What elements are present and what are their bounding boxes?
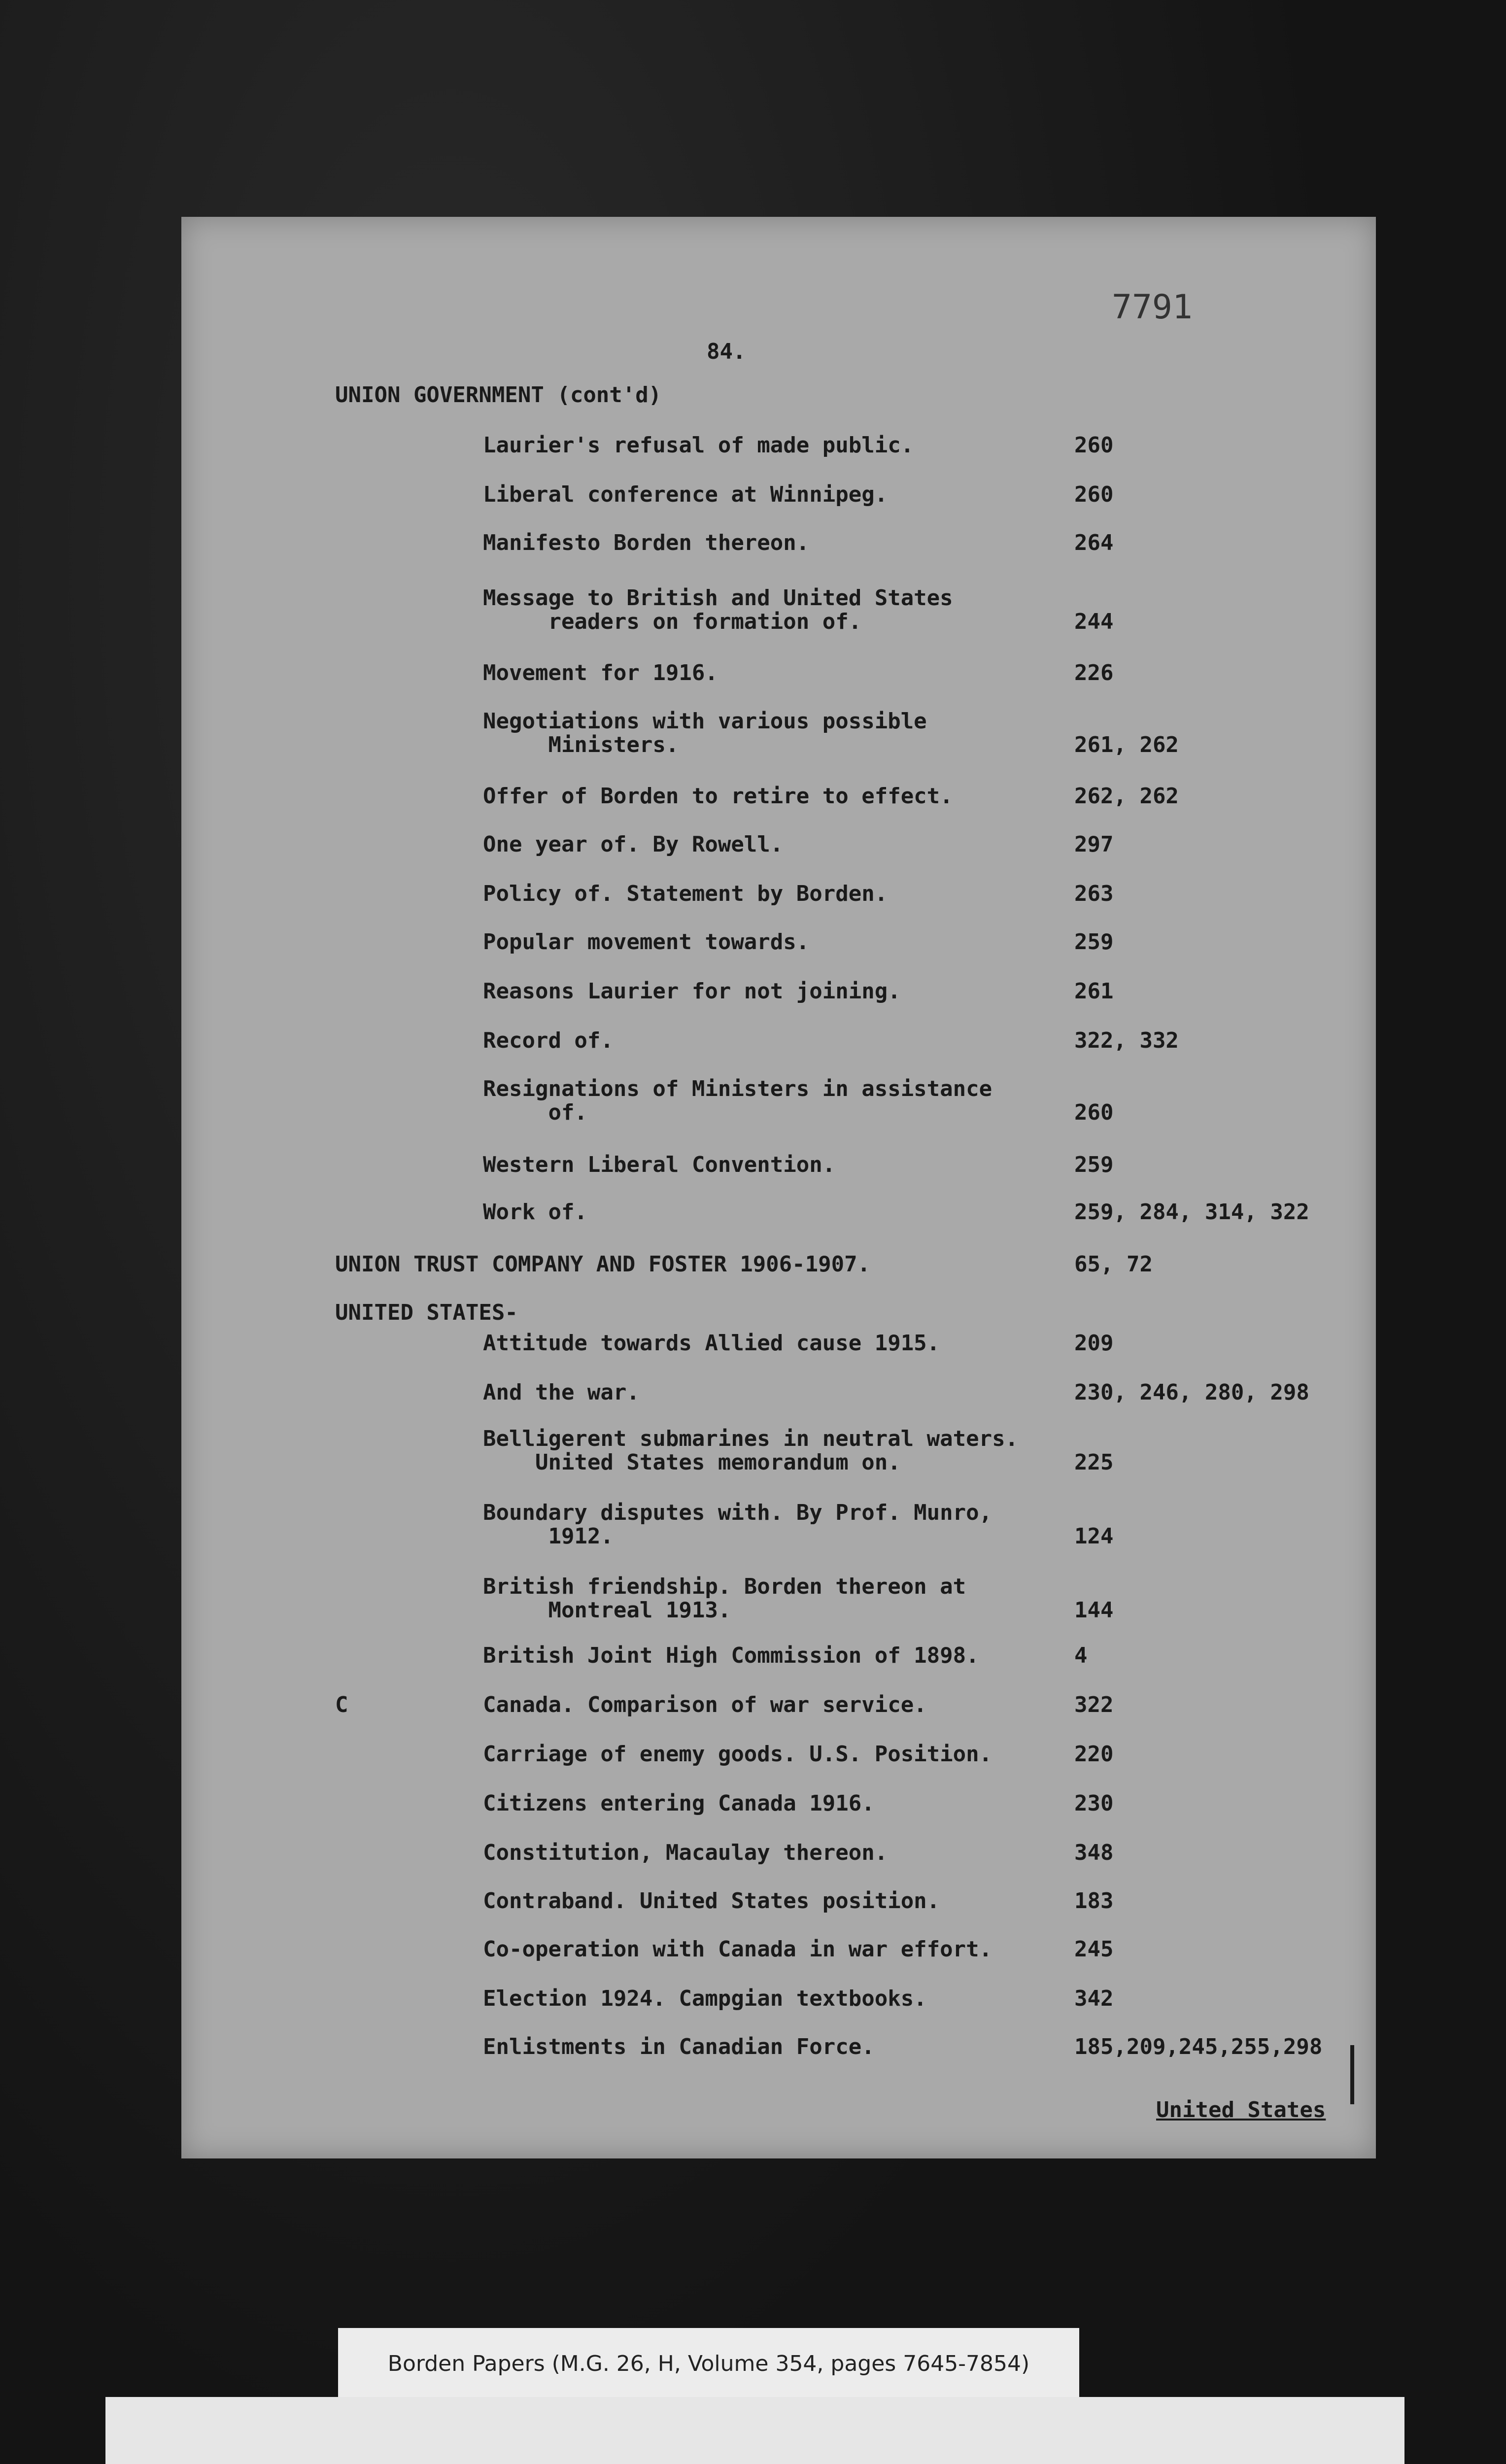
union-entry-pages: 259 <box>1074 1152 1114 1177</box>
heading-union-trust: UNION TRUST COMPANY AND FOSTER 1906-1907. <box>335 1252 871 1277</box>
us-entry-text: Contraband. United States position. <box>483 1888 940 1914</box>
union-entry-pages: 260 <box>1074 482 1114 507</box>
union-entry-pages: 297 <box>1074 832 1114 857</box>
union-entry-text: Reasons Laurier for not joining. <box>483 979 901 1004</box>
union-entry-text: Work of. <box>483 1199 587 1225</box>
us-entry-pages: 124 <box>1074 1524 1114 1549</box>
us-entry-pages: 225 <box>1074 1450 1114 1475</box>
us-entry-pages: 185,209,245,255,298 <box>1074 2034 1323 2059</box>
us-entry-text: Belligerent submarines in neutral waters. United States memorandum on. <box>483 1426 1019 1475</box>
us-entry-text: Attitude towards Allied cause 1915. <box>483 1331 940 1356</box>
union-entry-text: Record of. <box>483 1028 614 1053</box>
heading-united-states: UNITED STATES- <box>335 1300 518 1325</box>
us-entry-text: Carriage of enemy goods. U.S. Position. <box>483 1742 993 1767</box>
union-entry-pages: 264 <box>1074 530 1114 555</box>
union-entry-text: Resignations of Ministers in assistance of. <box>483 1076 993 1125</box>
union-entry-text: Message to British and United States readers on formation of. <box>483 585 953 634</box>
union-entry-pages: 260 <box>1074 1100 1114 1125</box>
us-entry-text: Boundary disputes with. By Prof. Munro, 1912. <box>483 1500 993 1549</box>
document-page <box>181 217 1376 2158</box>
union-entry-text: Movement for 1916. <box>483 660 718 685</box>
us-entry-text: And the war. <box>483 1380 640 1405</box>
us-entry-pages: 183 <box>1074 1888 1114 1914</box>
reel-caption: Borden Papers (M.G. 26, H, Volume 354, pages 7645-7854) <box>338 2328 1079 2400</box>
us-entry-text: British friendship. Borden thereon at Montreal 1913. <box>483 1574 966 1623</box>
union-trust-pages: 65, 72 <box>1074 1252 1153 1277</box>
union-entry-pages: 259, 284, 314, 322 <box>1074 1199 1309 1225</box>
catchword: United States <box>1156 2097 1326 2122</box>
us-entry-text: Constitution, Macaulay thereon. <box>483 1840 888 1865</box>
us-entry-pages: 230, 246, 280, 298 <box>1074 1380 1309 1405</box>
page-number: 84. <box>707 339 746 364</box>
union-entry-text: Laurier's refusal of made public. <box>483 433 914 458</box>
union-entry-text: Liberal conference at Winnipeg. <box>483 482 888 507</box>
union-entry-pages: 263 <box>1074 881 1114 906</box>
heading-union-government: UNION GOVERNMENT (cont'd) <box>335 382 662 408</box>
union-entry-text: Policy of. Statement by Borden. <box>483 881 888 906</box>
us-entry-text: Election 1924. Campgian textbooks. <box>483 1986 927 2011</box>
us-entry-text: Canada. Comparison of war service. <box>483 1692 927 1717</box>
union-entry-pages: 260 <box>1074 433 1114 458</box>
union-entry-pages: 244 <box>1074 609 1114 634</box>
union-entry-text: Popular movement towards. <box>483 929 810 955</box>
union-entry-pages: 226 <box>1074 660 1114 685</box>
us-entry-text: Co-operation with Canada in war effort. <box>483 1937 993 1962</box>
union-entry-text: Western Liberal Convention. <box>483 1152 836 1177</box>
us-entry-text: Enlistments in Canadian Force. <box>483 2034 875 2059</box>
union-entry-pages: 261 <box>1074 979 1114 1004</box>
us-entry-pages: 342 <box>1074 1986 1114 2011</box>
margin-letter: C <box>335 1692 348 1717</box>
us-entry-pages: 322 <box>1074 1692 1114 1717</box>
us-entry-pages: 230 <box>1074 1791 1114 1816</box>
us-entry-pages: 220 <box>1074 1742 1114 1767</box>
us-entry-pages: 245 <box>1074 1937 1114 1962</box>
us-entry-text: Citizens entering Canada 1916. <box>483 1791 875 1816</box>
us-entry-pages: 4 <box>1074 1643 1088 1668</box>
union-entry-text: Offer of Borden to retire to effect. <box>483 784 953 809</box>
archives-card <box>105 2397 1404 2464</box>
union-entry-pages: 259 <box>1074 929 1114 955</box>
union-entry-pages: 322, 332 <box>1074 1028 1179 1053</box>
union-entry-text: Manifesto Borden thereon. <box>483 530 810 555</box>
union-entry-pages: 261, 262 <box>1074 732 1179 757</box>
margin-bracket <box>1350 2045 1354 2104</box>
stamp-number: 7791 <box>1112 288 1193 327</box>
us-entry-pages: 348 <box>1074 1840 1114 1865</box>
us-entry-pages: 144 <box>1074 1598 1114 1623</box>
union-entry-text: One year of. By Rowell. <box>483 832 784 857</box>
us-entry-text: British Joint High Commission of 1898. <box>483 1643 979 1668</box>
union-entry-pages: 262, 262 <box>1074 784 1179 809</box>
union-entry-text: Negotiations with various possible Ministers. <box>483 709 927 757</box>
us-entry-pages: 209 <box>1074 1331 1114 1356</box>
